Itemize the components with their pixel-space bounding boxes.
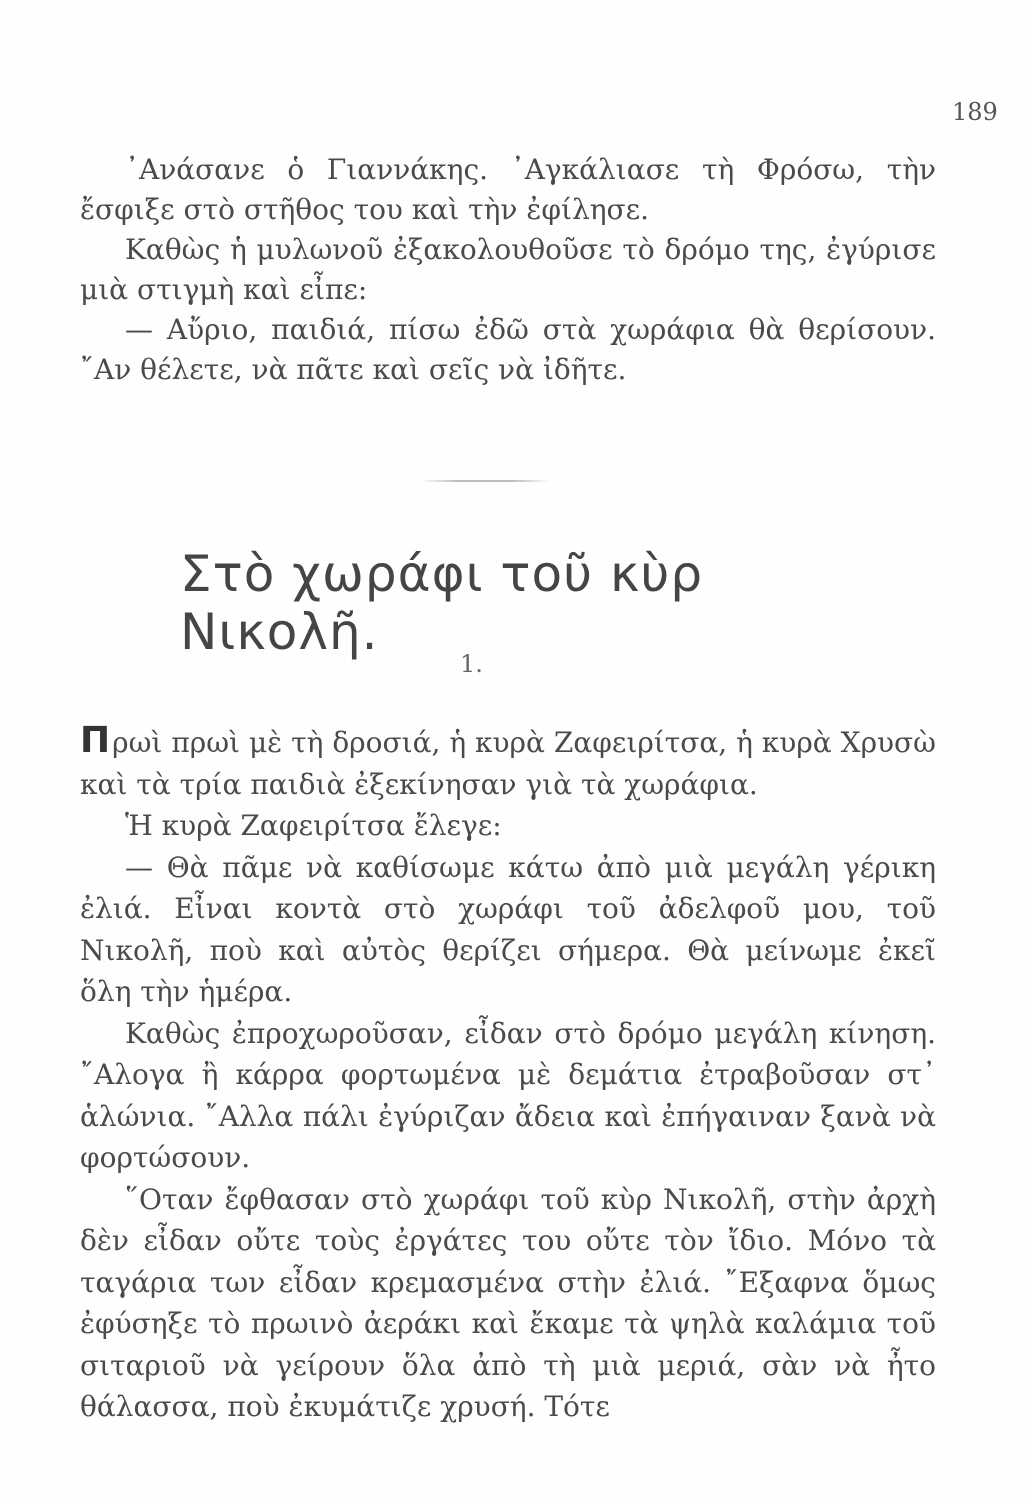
paragraph: Καθὼς ἐπροχωροῦσαν, εἶδαν στὸ δρόμο μεγάλη κίνηση. ῎Αλογα ἢ κάρρα φορτωμένα μὲ δεμάτια ἐτραβοῦσαν στ᾿ ἁλώνια. ῎Αλλα πάλι ἐγύριζαν ἄδεια καὶ ἐπήγαιναν ξανὰ νὰ φορτώσουν. <box>80 1016 936 1174</box>
chapter-title: Στὸ χωράφι τοῦ κὺρ Νικολῆ. <box>180 545 704 661</box>
paragraph: Ἡ κυρὰ Ζαφειρίτσα ἔλεγε: <box>125 809 502 842</box>
first-paragraph <box>80 720 936 805</box>
body-text-block <box>80 720 936 1428</box>
first-paragraph-text: ρωὶ πρωὶ μὲ τὴ δροσιά, ἡ κυρὰ Ζαφειρίτσα, ἡ κυρὰ Χρυσὼ καὶ τὰ τρία παιδιὰ ἐξεκίνησαν γιὰ τὰ χωράφια. <box>80 726 936 801</box>
paragraph: ᾿Ανάσανε ὁ Γιαννάκης. ᾿Αγκάλιασε τὴ Φρόσω, τὴν ἔσφιξε στὸ στῆθος του καὶ τὴν ἐφίλησε. <box>80 153 936 226</box>
top-text-block <box>80 150 936 390</box>
paragraph: ῞Οταν ἔφθασαν στὸ χωράφι τοῦ κὺρ Νικολῆ, στὴν ἀρχὴ δὲν εἶδαν οὔτε τοὺς ἐργάτες του οὔτε τὸν ἴδιο. Μόνο τὰ ταγάρια των εἶδαν κρεμασμένα στὴν ἐλιά. ῎Εξαφνα ὅμως ἐφύσηξε τὸ πρωινὸ ἀεράκι καὶ ἔκαμε τὰ ψηλὰ καλάμια τοῦ σιταριοῦ νὰ γείρουν ὅλα ἀπὸ τὴ μιὰ μεριά, σὰν νὰ ἦτο θάλασσα, ποὺ ἐκυμάτιζε χρυσή. Τότε <box>80 1182 936 1423</box>
section-number: 1. <box>460 650 483 678</box>
section-divider <box>420 480 550 482</box>
page-number: 189 <box>952 98 998 126</box>
paragraph: — Θὰ πᾶμε νὰ καθίσωμε κάτω ἀπὸ μιὰ μεγάλη γέρικη ἐλιά. Εἶναι κοντὰ στὸ χωράφι τοῦ ἀδελφοῦ μου, τοῦ Νικολῆ, ποὺ καὶ αὐτὸς θερίζει σήμερα. Θὰ μείνωμε ἐκεῖ ὅλη τὴν ἡμέρα. <box>80 850 936 1008</box>
paragraph: Καθὼς ἡ μυλωνοῦ ἐξακολουθοῦσε τὸ δρόμο της, ἐγύρισε μιὰ στιγμὴ καὶ εἶπε: <box>80 233 936 306</box>
paragraph: — Αὔριο, παιδιά, πίσω ἐδῶ στὰ χωράφια θὰ θερίσουν. ῎Αν θέλετε, νὰ πᾶτε καὶ σεῖς νὰ ἰδῆτε. <box>80 313 936 386</box>
dropcap-letter: Π <box>80 720 111 761</box>
